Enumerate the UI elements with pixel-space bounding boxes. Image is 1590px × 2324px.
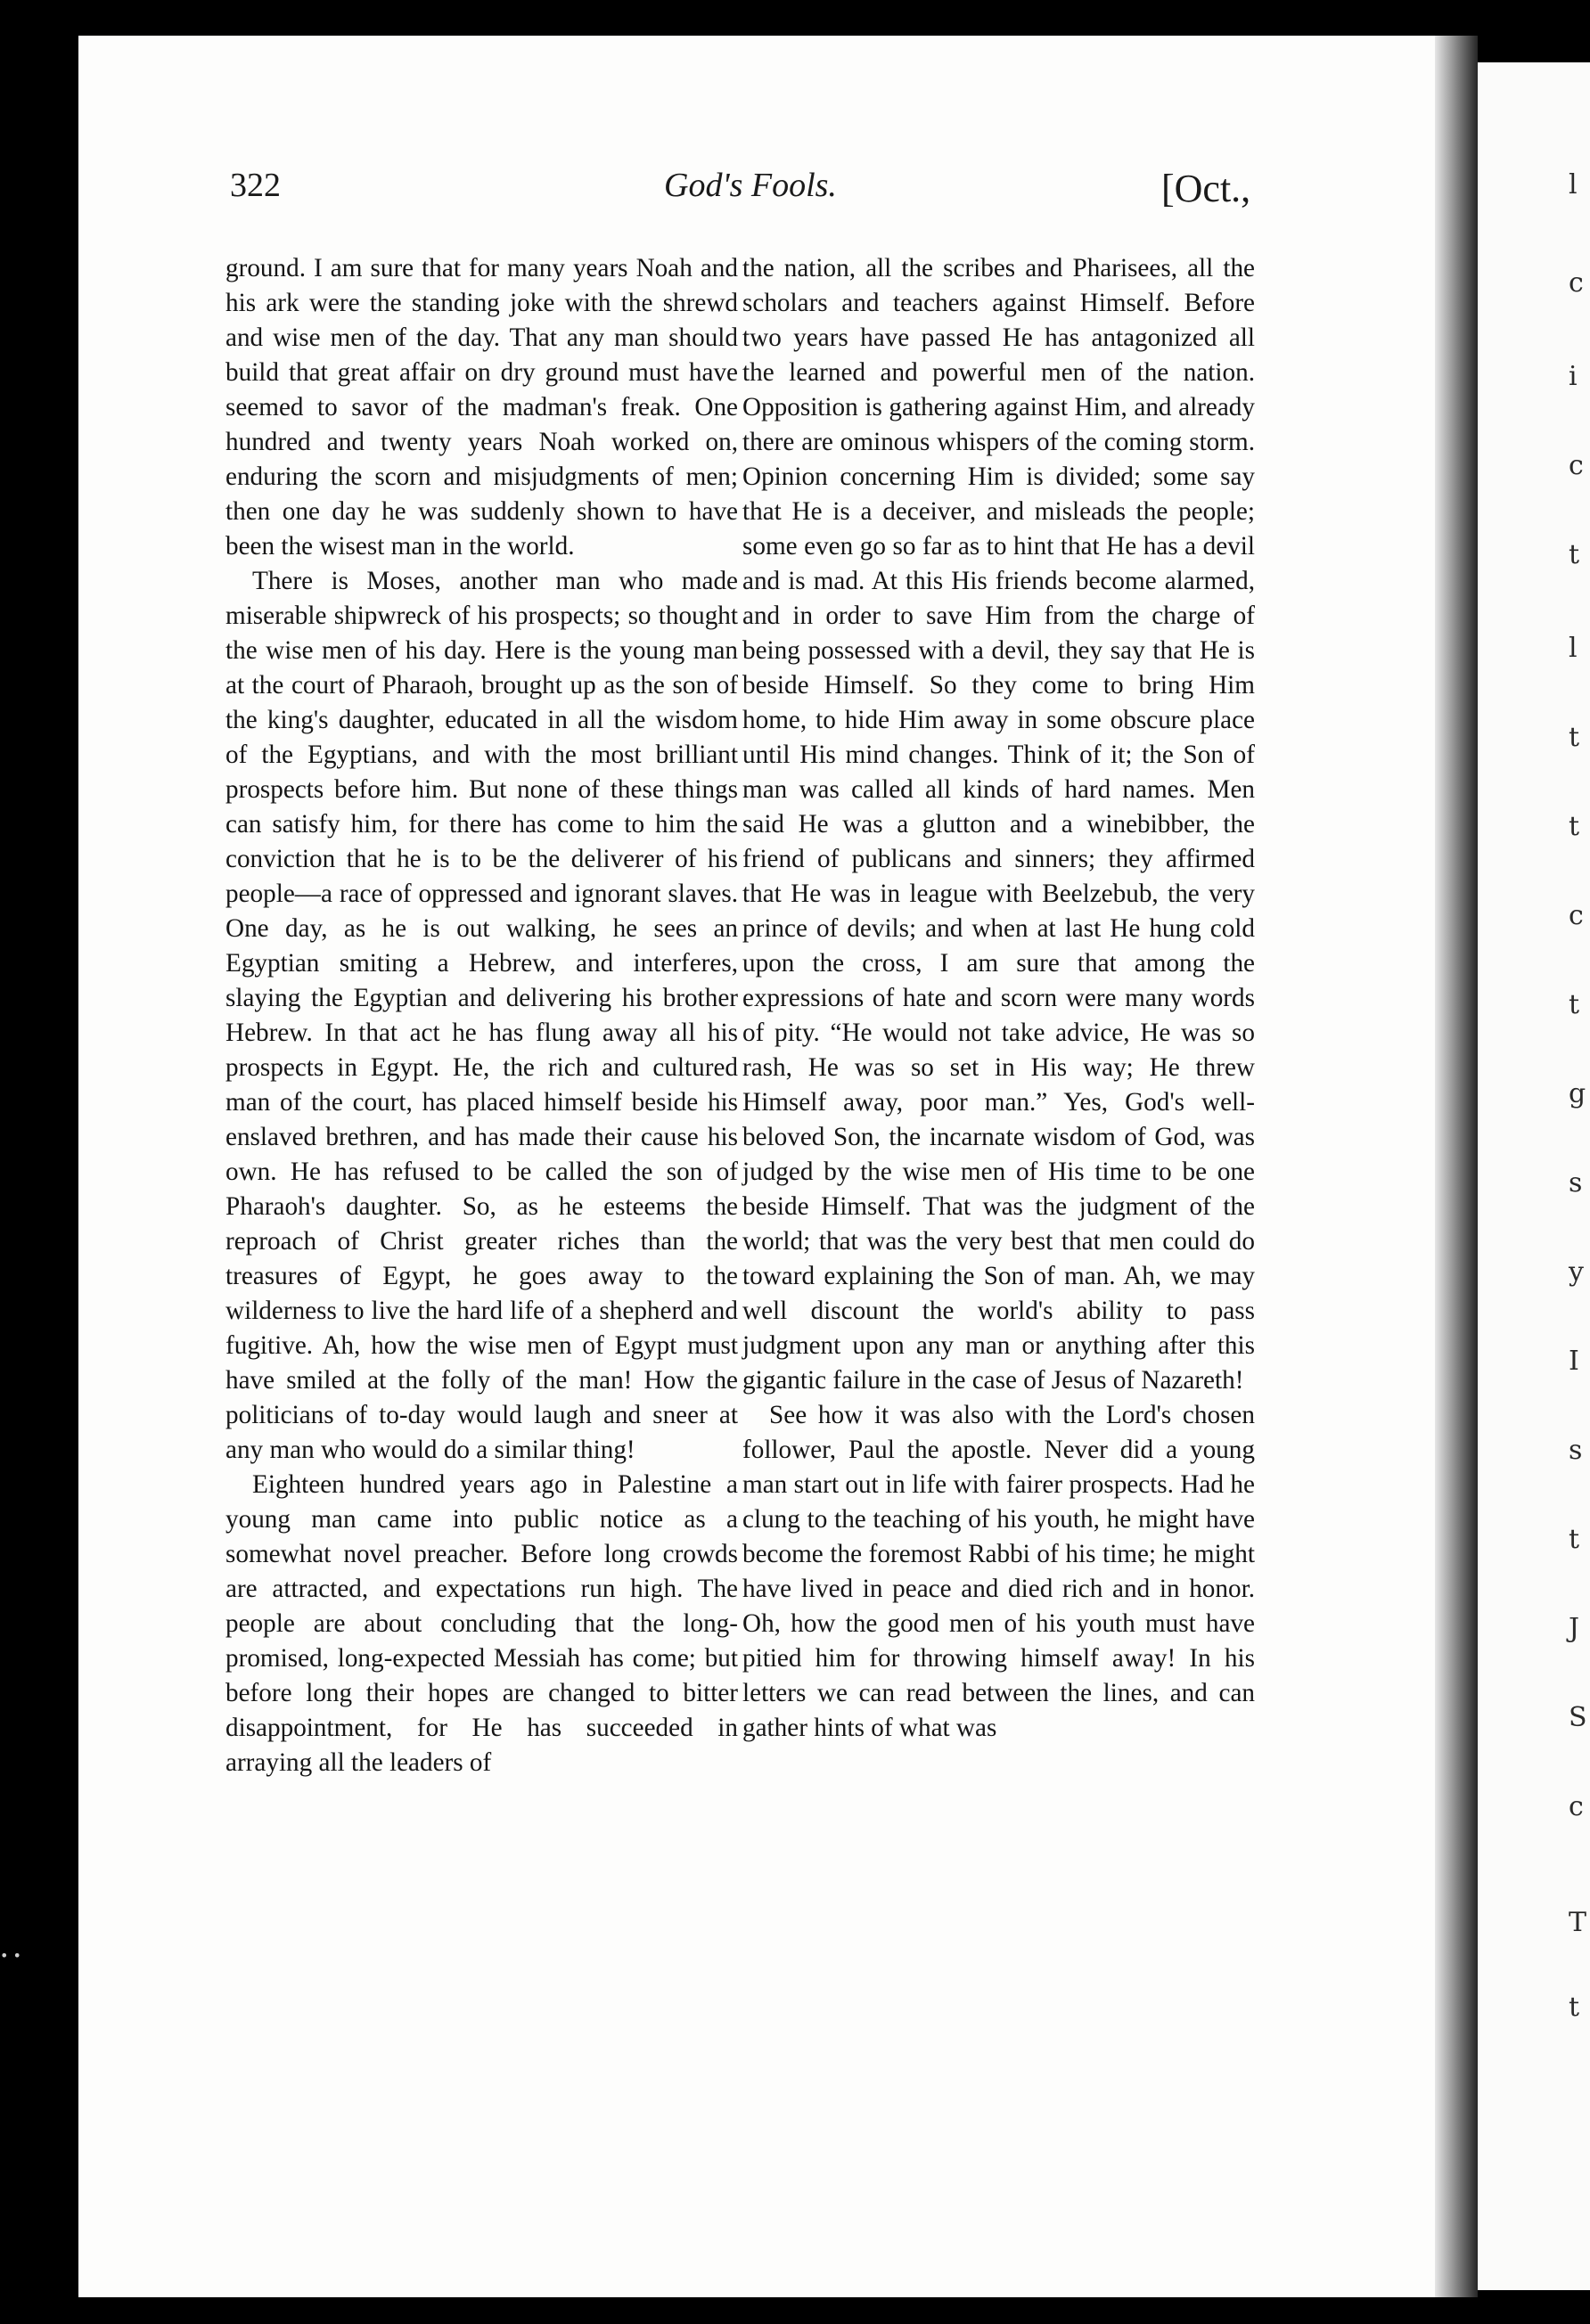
edge-letter: t (1569, 539, 1580, 570)
facing-page-edge-letters (1556, 134, 1590, 2201)
right-text-column (742, 251, 1255, 1746)
scan-artifact: • • (0, 1947, 21, 1964)
edge-letter: l (1569, 169, 1578, 200)
issue-month: [Oct., (1161, 167, 1251, 210)
paragraph: ground. I am sure that for many years Noah and his ark were the standing joke with the shrewd and wise men of the day. That any man should build that great affair on dry ground must have seemed to savor of the madman's freak. One hundred and twenty years Noah worked on, enduring the scorn and misjudgments of men; then one day he was suddenly shown to have been the wisest man in the world. (225, 254, 738, 561)
edge-letter: T (1569, 1907, 1587, 1938)
edge-letter: J (1569, 1613, 1580, 1644)
book-gutter (1435, 36, 1478, 2297)
edge-letter: c (1569, 267, 1584, 299)
paragraph: Eighteen hundred years ago in Palestine a young man came into public notice as a somewhat novel preacher. Before long crowds are attracted, and expectations run high. The people are about concluding that the long-promised, long-expected Messiah has come; but before long their hopes are changed to bitter disappointment, for He has succeeded in arraying all the leaders of (225, 1470, 738, 1777)
running-title: God's Fools. (664, 167, 837, 204)
paragraph: the nation, all the scribes and Pharisees, all the scholars and teachers against Himself. Before two years have passed He has antagonized all the learned and powerful men of the nation. Opposition is gathering against Him, and already there are ominous whispers of the coming storm. Opinion concerning Him is divided; some say that He is a deceiver, and misleads the people; some even go so far as to hint that He has a devil and is mad. At this His friends become alarmed, and in order to save Him from the charge of being possessed with a devil, they say that He is beside Himself. So they come to bring Him home, to hide Him away in some obscure place until His mind changes. Think of it; the Son of man was called all kinds of hard names. Men said He was a glutton and a winebibber, the friend of publicans and sinners; they affirmed that He was in league with Beelzebub, the very prince of devils; and when at last He hung cold upon the cross, I am sure that among the expressions of hate and scorn were many words of pity. “He would not take advice, He was so rash, He was so set in His way; He threw Himself away, poor man.” Yes, God's well-beloved Son, the incarnate wisdom of God, was judged by the wise men of His time to be one beside Himself. That was the judgment of the world; that was the very best that men could do toward explaining the Son of man. Ah, we may well discount the world's ability to pass judgment upon any man or anything after this gigantic failure in the case of Jesus of Nazareth! (742, 254, 1255, 1395)
edge-letter: c (1569, 900, 1584, 931)
edge-letter: y (1569, 1256, 1584, 1288)
edge-letter: c (1569, 450, 1584, 481)
left-text-column (225, 251, 738, 1780)
page-number: 322 (230, 167, 281, 204)
edge-letter: S (1569, 1702, 1587, 1733)
edge-letter: c (1569, 1791, 1584, 1822)
edge-letter: I (1569, 1346, 1579, 1377)
edge-letter: t (1569, 722, 1580, 753)
edge-letter: s (1569, 1167, 1583, 1199)
edge-letter: t (1569, 811, 1580, 842)
paragraph: There is Moses, another man who made miserable shipwreck of his prospects; so thought the wise men of his day. Here is the young man at the court of Pharaoh, brought up as the son of the king's daughter, educated in all the wisdom of the Egyptians, and with the most brilliant prospects before him. But none of these things can satisfy him, for there has come to him the conviction that he is to be the deliverer of his people—a race of oppressed and ignorant slaves. One day, as he is out walking, he sees an Egyptian smiting a Hebrew, and interferes, slaying the Egyptian and delivering his brother Hebrew. In that act he has flung away all his prospects in Egypt. He, the rich and cultured man of the court, has placed himself beside his enslaved brethren, and has made their cause his own. He has refused to be called the son of Pharaoh's daughter. So, as he esteems the reproach of Christ greater riches than the treasures of Egypt, he goes away to the wilderness to live the hard life of a shepherd and fugitive. Ah, how the wise men of Egypt must have smiled at the folly of the man! How the politicians of to-day would laugh and sneer at any man who would do a similar thing! (225, 567, 738, 1464)
paragraph: See how it was also with the Lord's chosen follower, Paul the apostle. Never did a young man start out in life with fairer prospects. Had he clung to the teaching of his youth, he might have become the foremost Rabbi of his time; he might have lived in peace and died rich and in honor. Oh, how the good men of his youth must have pitied him for throwing himself away! In his letters we can read between the lines, and can gather hints of what was (742, 1401, 1255, 1742)
edge-letter: t (1569, 1992, 1580, 2023)
edge-letter: t (1569, 989, 1580, 1020)
edge-letter: t (1569, 1524, 1580, 1555)
edge-letter: g (1569, 1078, 1586, 1109)
edge-letter: s (1569, 1435, 1583, 1466)
edge-letter: l (1569, 633, 1578, 664)
edge-letter: i (1569, 361, 1578, 392)
